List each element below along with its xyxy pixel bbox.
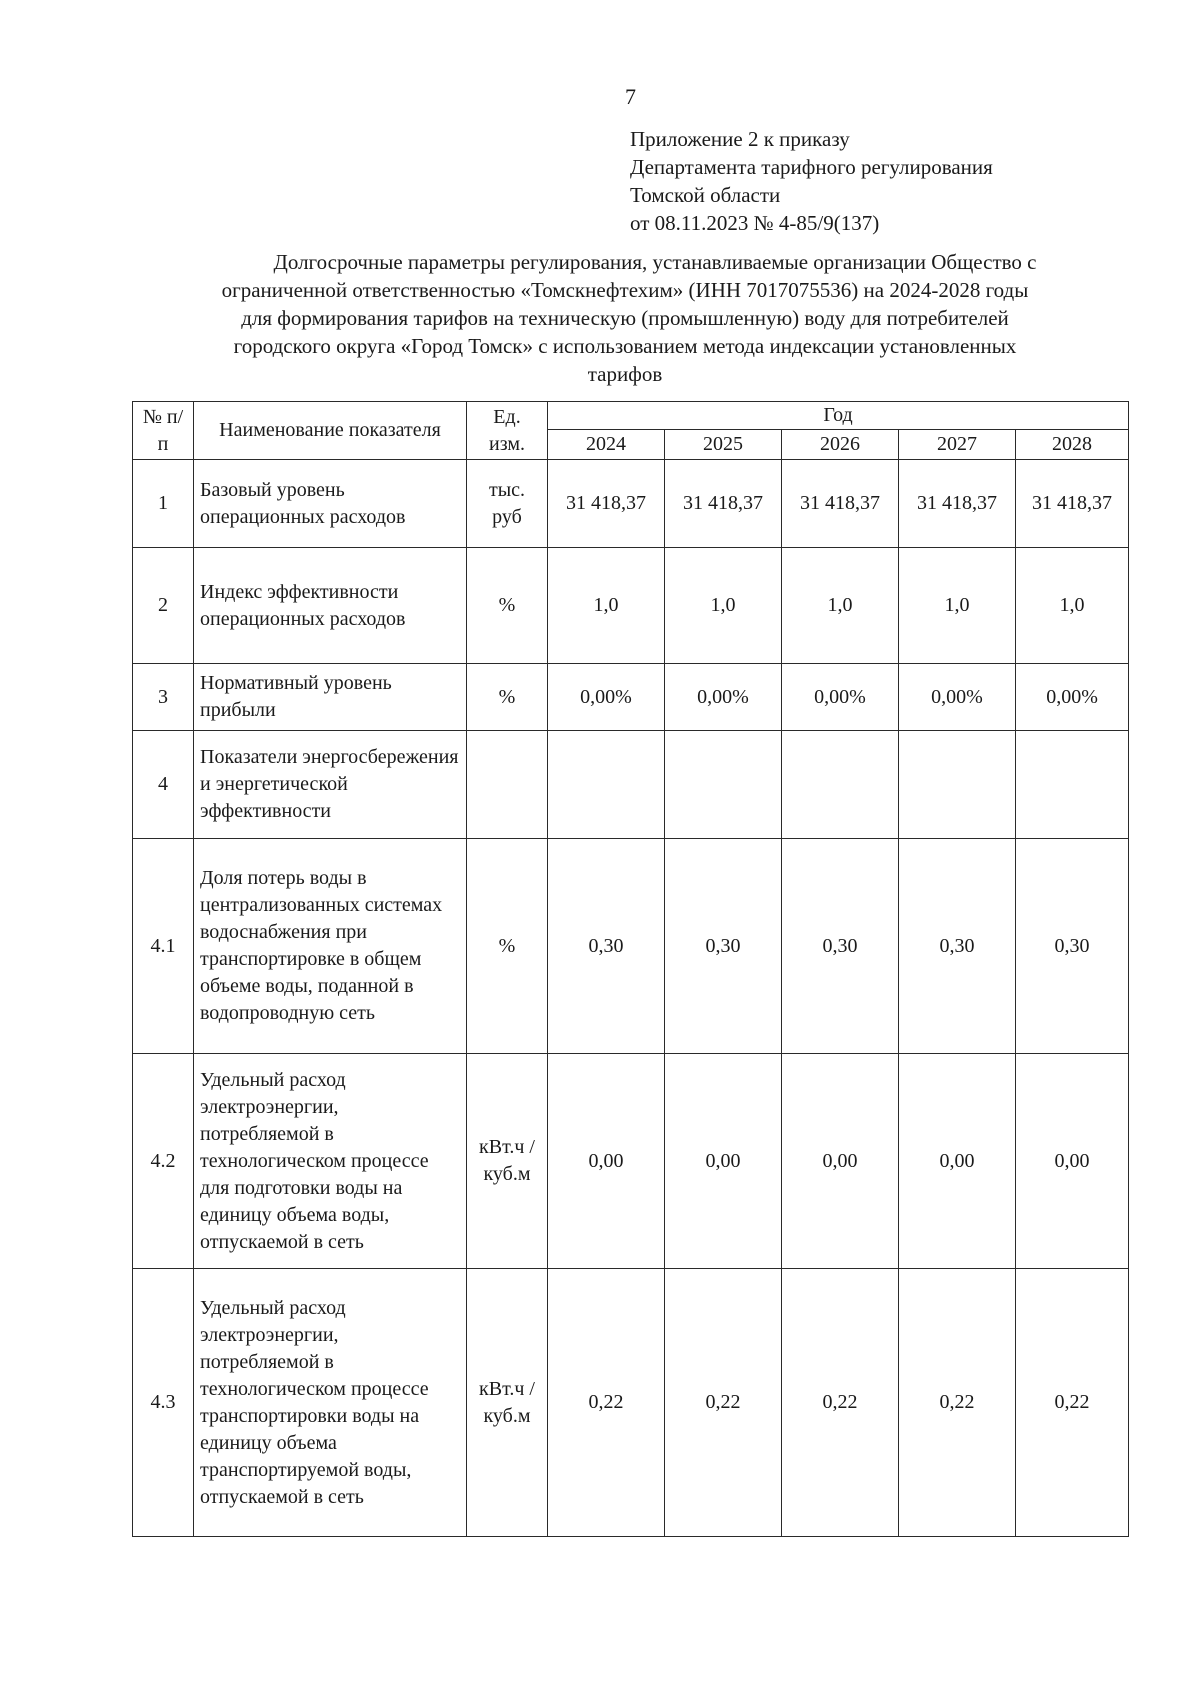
row-value-2028: 1,0 xyxy=(1016,548,1129,664)
appendix-line: Департамента тарифного регулирования xyxy=(630,155,993,179)
header-name: Наименование показателя xyxy=(194,402,467,460)
title-line: ограниченной ответственностью «Томскнефтехим» (ИНН 7017075536) на 2024-2028 годы xyxy=(221,278,1029,302)
header-num: № п/п xyxy=(133,402,194,460)
row-unit: тыс. руб xyxy=(467,460,548,548)
title-line: тарифов xyxy=(587,362,663,386)
header-year-2027: 2027 xyxy=(899,430,1016,460)
row-number: 1 xyxy=(133,460,194,548)
header-year-2028: 2028 xyxy=(1016,430,1129,460)
row-value-2025: 0,30 xyxy=(665,839,782,1054)
row-value-2025: 0,00 xyxy=(665,1054,782,1269)
row-value-2027 xyxy=(899,731,1016,839)
table-row xyxy=(133,731,1129,839)
row-value-2024: 0,30 xyxy=(548,839,665,1054)
document-title xyxy=(130,248,1120,388)
row-name: Удельный расход электроэнергии, потребляемой в технологическом процессе транспортировки воды на единицу объема транспортируемой воды, отпускаемой в сеть xyxy=(194,1269,467,1537)
table-row xyxy=(133,460,1129,548)
row-value-2027: 0,00 xyxy=(899,1054,1016,1269)
row-value-2026 xyxy=(782,731,899,839)
row-value-2024 xyxy=(548,731,665,839)
row-name: Нормативный уровень прибыли xyxy=(194,664,467,731)
title-line: городского округа «Город Томск» с использованием метода индексации установленных xyxy=(233,334,1017,358)
table-row xyxy=(133,1054,1129,1269)
row-unit: кВт.ч / куб.м xyxy=(467,1054,548,1269)
header-unit: Ед. изм. xyxy=(467,402,548,460)
row-number: 4.3 xyxy=(133,1269,194,1537)
row-value-2028: 31 418,37 xyxy=(1016,460,1129,548)
row-value-2026: 0,22 xyxy=(782,1269,899,1537)
header-year: Год xyxy=(548,402,1129,430)
row-number: 4.2 xyxy=(133,1054,194,1269)
row-value-2024: 0,00% xyxy=(548,664,665,731)
table-row xyxy=(133,839,1129,1054)
appendix-line: от 08.11.2023 № 4-85/9(137) xyxy=(630,211,880,235)
parameters-table xyxy=(132,401,1129,1537)
appendix-block xyxy=(630,125,993,237)
row-value-2024: 0,00 xyxy=(548,1054,665,1269)
row-value-2026: 1,0 xyxy=(782,548,899,664)
header-year-2026: 2026 xyxy=(782,430,899,460)
row-value-2026: 0,00 xyxy=(782,1054,899,1269)
row-name: Доля потерь воды в централизованных системах водоснабжения при транспортировке в общем объеме воды, поданной в водопроводную сеть xyxy=(194,839,467,1054)
header-year-2025: 2025 xyxy=(665,430,782,460)
row-value-2028: 0,00 xyxy=(1016,1054,1129,1269)
row-number: 2 xyxy=(133,548,194,664)
row-name: Удельный расход электроэнергии, потребляемой в технологическом процессе для подготовки воды на единицу объема воды, отпускаемой в сеть xyxy=(194,1054,467,1269)
row-value-2024: 31 418,37 xyxy=(548,460,665,548)
row-value-2026: 0,00% xyxy=(782,664,899,731)
row-value-2025: 0,00% xyxy=(665,664,782,731)
row-value-2025: 31 418,37 xyxy=(665,460,782,548)
row-value-2024: 1,0 xyxy=(548,548,665,664)
row-unit: % xyxy=(467,664,548,731)
row-number: 4.1 xyxy=(133,839,194,1054)
row-number: 4 xyxy=(133,731,194,839)
row-value-2027: 0,00% xyxy=(899,664,1016,731)
row-number: 3 xyxy=(133,664,194,731)
row-value-2028: 0,22 xyxy=(1016,1269,1129,1537)
title-line: Долгосрочные параметры регулирования, устанавливаемые организации Общество с xyxy=(273,250,1037,274)
row-value-2028: 0,00% xyxy=(1016,664,1129,731)
row-unit: % xyxy=(467,548,548,664)
row-value-2025: 0,22 xyxy=(665,1269,782,1537)
row-value-2026: 31 418,37 xyxy=(782,460,899,548)
row-value-2027: 0,30 xyxy=(899,839,1016,1054)
page-number: 7 xyxy=(625,84,636,109)
row-value-2027: 1,0 xyxy=(899,548,1016,664)
row-value-2028: 0,30 xyxy=(1016,839,1129,1054)
row-name: Показатели энергосбережения и энергетической эффективности xyxy=(194,731,467,839)
row-value-2025: 1,0 xyxy=(665,548,782,664)
row-value-2028 xyxy=(1016,731,1129,839)
table-row xyxy=(133,548,1129,664)
row-value-2027: 31 418,37 xyxy=(899,460,1016,548)
row-value-2025 xyxy=(665,731,782,839)
appendix-line: Томской области xyxy=(630,183,781,207)
row-value-2027: 0,22 xyxy=(899,1269,1016,1537)
row-unit xyxy=(467,731,548,839)
row-name: Индекс эффективности операционных расходов xyxy=(194,548,467,664)
row-value-2026: 0,30 xyxy=(782,839,899,1054)
row-value-2024: 0,22 xyxy=(548,1269,665,1537)
header-year-2024: 2024 xyxy=(548,430,665,460)
table-row xyxy=(133,1269,1129,1537)
table-row xyxy=(133,664,1129,731)
appendix-line: Приложение 2 к приказу xyxy=(630,127,850,151)
row-unit: кВт.ч / куб.м xyxy=(467,1269,548,1537)
title-line: для формирования тарифов на техническую (промышленную) воду для потребителей xyxy=(241,306,1009,330)
row-unit: % xyxy=(467,839,548,1054)
row-name: Базовый уровень операционных расходов xyxy=(194,460,467,548)
